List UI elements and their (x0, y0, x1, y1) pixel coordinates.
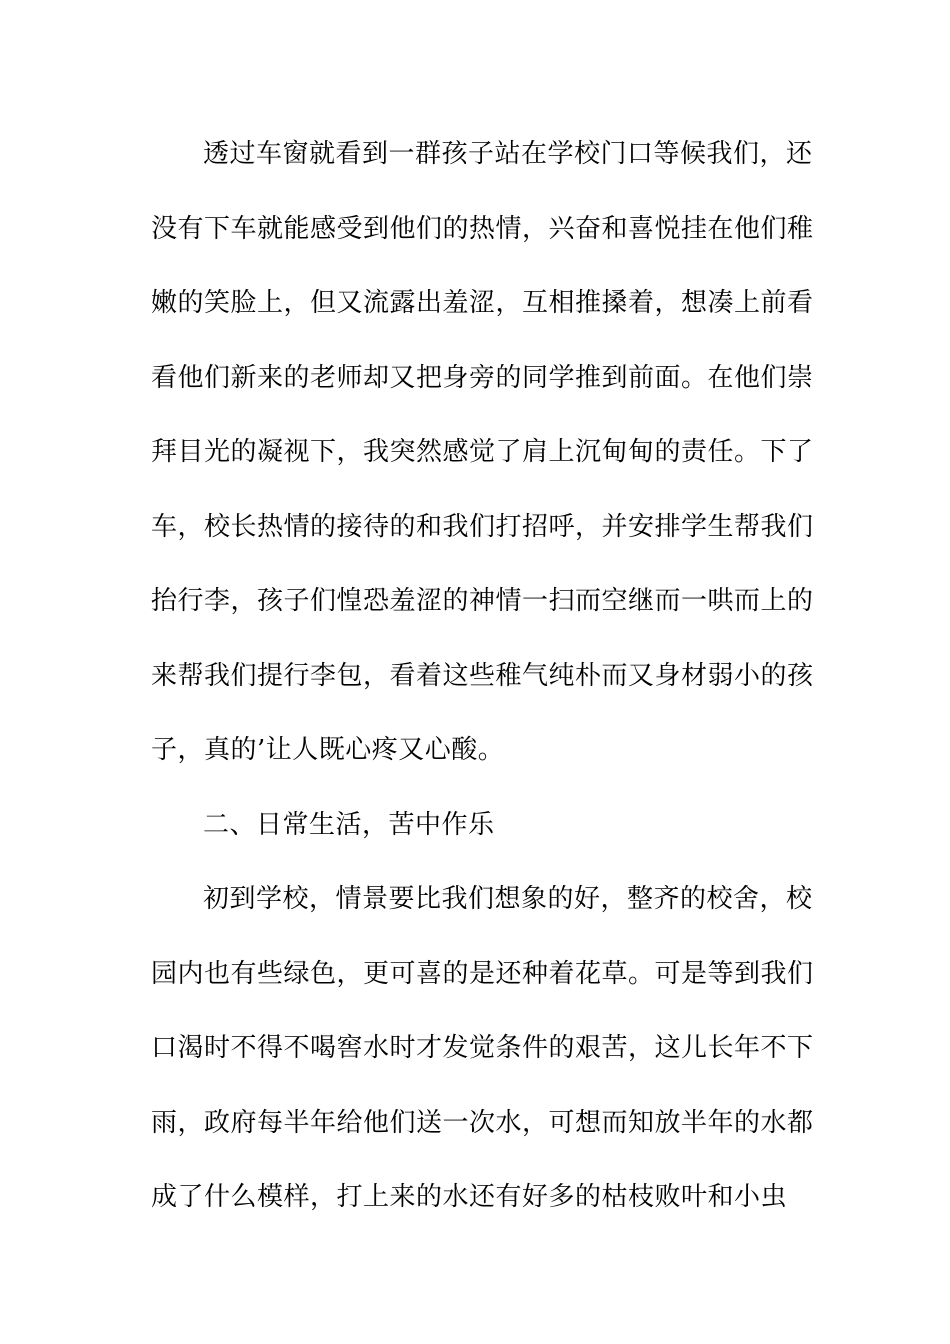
paragraph-line: 子，真的’让人既心疼又心酸。 (151, 735, 505, 765)
paragraph-line: 没有下车就能感受到他们的热情，兴奋和喜悦挂在他们稚 (151, 213, 814, 244)
paragraph-line: 园内也有些绿色，更可喜的是还种着花草。可是等到我们 (151, 958, 814, 989)
paragraph-line: 口渴时不得不喝窖水时才发觉条件的艰苦，这儿长年不下 (151, 1033, 814, 1063)
paragraph-line: 来帮我们提行李包，看着这些稚气纯朴而又身材弱小的孩 (151, 660, 814, 691)
paragraph-line: 抬行李，孩子们惶恐羞涩的神情一扫而空继而一哄而上的 (151, 586, 814, 616)
paragraph-line: 嫩的笑脸上，但又流露出羞涩，互相推搡着，想凑上前看 (151, 288, 814, 318)
section-heading: 二、日常生活，苦中作乐 (203, 809, 495, 840)
paragraph-line: 透过车窗就看到一群孩子站在学校门口等候我们，还 (203, 139, 813, 169)
paragraph-line: 拜目光的凝视下，我突然感觉了肩上沉甸甸的责任。下了 (151, 437, 814, 467)
paragraph-line: 雨，政府每半年给他们送一次水，可想而知放半年的水都 (151, 1107, 814, 1138)
paragraph-line: 初到学校，情景要比我们想象的好，整齐的校舍，校 (203, 884, 813, 914)
body-text (151, 132, 814, 1250)
paragraph-line: 成了什么模样，打上来的水还有好多的枯枝败叶和小虫 (151, 1182, 788, 1212)
paragraph-line: 看他们新来的老师却又把身旁的同学推到前面。在他们崇 (151, 362, 814, 393)
paragraph-line: 车，校长热情的接待的和我们打招呼，并安排学生帮我们 (151, 511, 814, 542)
